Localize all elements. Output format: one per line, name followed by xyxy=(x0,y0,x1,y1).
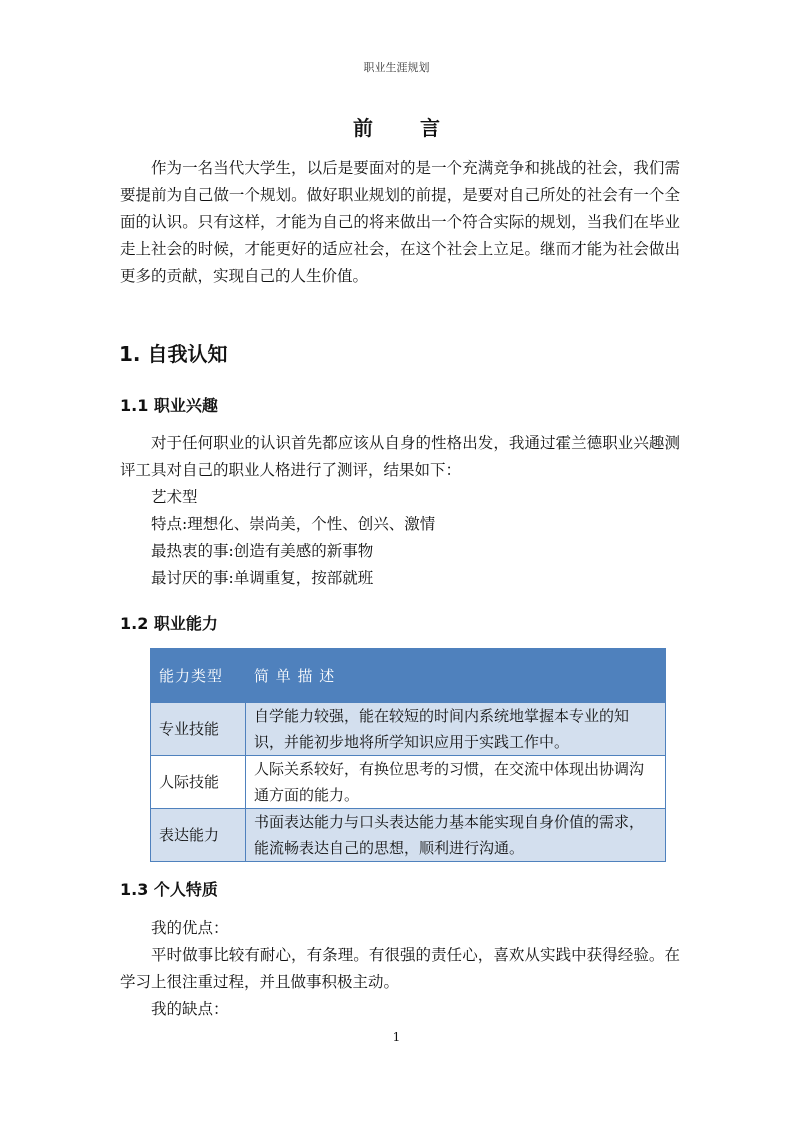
ability-type-cell: 表达能力 xyxy=(151,809,246,862)
table-row xyxy=(151,756,666,809)
table-row xyxy=(151,703,666,756)
interest-intro-paragraph: 对于任何职业的认识首先都应该从自身的性格出发，我通过霍兰德职业兴趣测评工具对自己的职业人格进行了测评，结果如下： xyxy=(120,434,680,479)
strengths-label: 我的优点： xyxy=(151,919,229,937)
section-1-2-heading: 1.2 职业能力 xyxy=(120,614,218,633)
ability-desc-cell: 书面表达能力与口头表达能力基本能实现自身价值的需求，能流畅表达自己的思想，顺利进行沟通。 xyxy=(246,809,666,862)
section-1-1-heading: 1.1 职业兴趣 xyxy=(120,396,218,415)
interest-dislike: 最讨厌的事:单调重复，按部就班 xyxy=(151,569,374,587)
strengths-paragraph: 平时做事比较有耐心，有条理。有很强的责任心，喜欢从实践中获得经验。在学习上很注重过程，并且做事积极主动。 xyxy=(120,946,680,991)
interest-traits: 特点:理想化、崇尚美，个性、创兴、激情 xyxy=(151,515,436,533)
ability-type-cell: 专业技能 xyxy=(151,703,246,756)
ability-type-cell: 人际技能 xyxy=(151,756,246,809)
section-1-heading: 1. 自我认知 xyxy=(119,342,228,366)
preface-title: 前 言 xyxy=(353,116,460,140)
ability-desc-cell: 自学能力较强，能在较短的时间内系统地掌握本专业的知识，并能初步地将所学知识应用于实践工作中。 xyxy=(246,703,666,756)
weaknesses-label: 我的缺点： xyxy=(151,1000,229,1018)
ability-table-header-row xyxy=(151,649,666,703)
page-number: 1 xyxy=(392,1030,401,1044)
ability-desc-cell: 人际关系较好，有换位思考的习惯，在交流中体现出协调沟通方面的能力。 xyxy=(246,756,666,809)
interest-type: 艺术型 xyxy=(151,488,198,506)
preface-paragraph: 作为一名当代大学生，以后是要面对的是一个充满竞争和挑战的社会，我们需要提前为自己做一个规划。做好职业规划的前提，是要对自己所处的社会有一个全面的认识。只有这样，才能为自己的将来做出一个符合实际的规划，当我们在毕业走上社会的时候，才能更好的适应社会，在这个社会上立足。继而才能为社会做出更多的贡献，实现自己的人生价值。 xyxy=(120,159,680,285)
ability-type-column-header: 能力类型 xyxy=(151,649,246,703)
ability-desc-column-header: 简 单 描 述 xyxy=(246,649,666,703)
section-1-3-heading: 1.3 个人特质 xyxy=(120,880,218,899)
table-row xyxy=(151,809,666,862)
ability-table xyxy=(150,648,666,862)
page-header: 职业生涯规划 xyxy=(363,61,430,74)
interest-favorite: 最热衷的事:创造有美感的新事物 xyxy=(151,542,374,560)
